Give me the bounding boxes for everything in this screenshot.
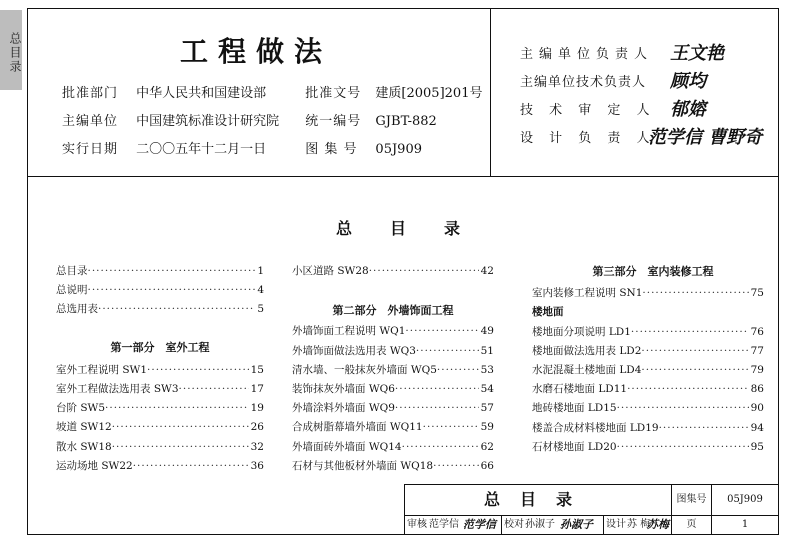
designer-name: 苏 梅 [627, 519, 651, 530]
toc-entry[interactable] [292, 262, 494, 281]
toc-leader [423, 418, 479, 437]
approval-dept-label: 批准部门 [62, 86, 119, 101]
toc-entry-title: 石材楼地面 LD20 [532, 440, 617, 453]
toc-entry-page: 66 [480, 459, 494, 472]
toc-entry-title: 地砖楼地面 LD15 [532, 402, 617, 415]
section-heading: 第二部分 外墙饰面工程 [332, 304, 454, 318]
atlas-label-cell [671, 485, 711, 515]
toc-entry-title: 外墙饰面做法选用表 WQ3 [292, 344, 416, 357]
toc-entry[interactable] [56, 399, 264, 418]
approval-dept-value: 中华人民共和国建设部 [136, 86, 267, 101]
toc-entry[interactable] [56, 380, 264, 399]
toc-entry[interactable] [532, 438, 764, 457]
toc-entry-title: 总目录 [56, 265, 88, 277]
atlas-label: 图集号 [676, 494, 707, 505]
side-tab: 总目录 [0, 10, 22, 90]
header-vertical-divider [490, 8, 491, 176]
title-block [404, 484, 779, 535]
toc-entry[interactable] [56, 361, 264, 380]
toc-leader [627, 380, 749, 399]
toc-entry-title: 室外工程做法选用表 SW3 [56, 383, 179, 396]
designer-signature: 苏梅 [647, 518, 669, 531]
toc-entry-page: 26 [250, 421, 264, 434]
subsection-heading: 楼地面 [532, 306, 564, 319]
contents-column-2 [292, 262, 494, 476]
review-label: 审核 [407, 519, 427, 530]
toc-entry-page: 32 [250, 440, 264, 453]
toc-entry[interactable] [292, 399, 494, 418]
toc-entry[interactable] [56, 457, 264, 476]
editor-label: 主编单位 [62, 114, 119, 129]
toc-entry-page: 42 [480, 265, 494, 277]
title-block-name: 总目录 [483, 490, 592, 509]
reviewer-name: 范学信 [429, 519, 459, 530]
toc-entry-title: 总选用表 [56, 303, 98, 316]
responsible-role: 设 计 负 责 人 [520, 130, 656, 146]
approval-row [62, 82, 482, 110]
toc-entry-page: 94 [750, 421, 764, 434]
toc-entry-title: 散水 SW18 [56, 440, 112, 453]
toc-leader [642, 284, 748, 303]
responsible-list [520, 38, 762, 150]
design-label: 设计 [603, 515, 626, 535]
approval-doc-value: 建质[2005]201号 [375, 86, 483, 101]
effective-row [62, 138, 482, 166]
effective-date-value: 二〇〇五年十二月一日 [136, 142, 267, 157]
toc-entry[interactable] [56, 281, 264, 300]
toc-entry-title: 外墙饰面工程说明 WQ1 [292, 325, 406, 338]
contents-column-1 [56, 262, 264, 476]
toc-leader [179, 380, 249, 399]
review-row [405, 515, 778, 535]
toc-leader [659, 419, 749, 438]
toc-entry-page: 79 [750, 364, 764, 377]
toc-entry-title: 楼盖合成材料楼地面 LD19 [532, 421, 659, 434]
toc-entry-title: 清水墙、一般抹灰外墙面 WQ5 [292, 363, 437, 376]
toc-entry-page: 51 [480, 344, 494, 357]
toc-entry[interactable] [532, 323, 764, 342]
page-label: 页 [671, 515, 711, 535]
toc-entry-title: 小区道路 SW28 [292, 265, 369, 277]
toc-entry[interactable] [532, 419, 764, 438]
toc-entry-page: 36 [250, 459, 264, 472]
responsible-row [520, 122, 762, 150]
toc-entry[interactable] [56, 418, 264, 437]
toc-entry-page: 19 [250, 402, 264, 415]
responsible-row [520, 38, 762, 66]
toc-leader [147, 361, 249, 380]
responsible-row [520, 66, 762, 94]
toc-leader [98, 300, 255, 319]
page-value: 1 [711, 515, 778, 535]
responsible-row [520, 94, 762, 122]
responsible-role: 主编单位技术负责人 [520, 74, 647, 90]
atlas-number-label: 图 集 号 [305, 142, 358, 157]
toc-entry[interactable] [532, 284, 764, 303]
unified-number-value: GJBT-882 [375, 114, 437, 129]
check-label: 校对 [501, 515, 524, 535]
toc-leader [433, 457, 479, 476]
responsible-role: 技 术 审 定 人 [520, 102, 656, 118]
atlas-value-cell [711, 485, 778, 515]
toc-entry[interactable] [532, 399, 764, 418]
approval-info [62, 82, 482, 166]
toc-entry-title: 楼地面做法选用表 LD2 [532, 344, 642, 357]
toc-entry-title: 合成树脂幕墙外墙面 WQ11 [292, 421, 423, 434]
toc-leader [133, 457, 249, 476]
toc-leader [112, 438, 249, 457]
toc-entry-title: 外墙面砖外墙面 WQ14 [292, 440, 402, 453]
toc-entry-page: 15 [250, 363, 264, 376]
section-heading: 第一部分 室外工程 [110, 340, 210, 354]
toc-entry-title: 总说明 [56, 284, 88, 297]
editor-value: 中国建筑标准设计研究院 [136, 114, 280, 129]
unified-number-label: 统一编号 [305, 114, 362, 129]
toc-entry[interactable] [292, 380, 494, 399]
toc-entry[interactable] [532, 380, 764, 399]
toc-entry-page: 17 [250, 383, 264, 396]
toc-entry-title: 水磨石楼地面 LD11 [532, 383, 628, 396]
toc-entry[interactable] [532, 342, 764, 361]
toc-entry[interactable] [56, 300, 264, 319]
editor-row [62, 110, 482, 138]
toc-entry[interactable] [292, 342, 494, 361]
toc-entry-page: 54 [480, 383, 494, 396]
toc-entry-page: 1 [257, 265, 264, 277]
toc-leader [631, 323, 749, 342]
toc-leader [395, 399, 479, 418]
signature: 顾均 [670, 71, 706, 92]
toc-leader [369, 262, 479, 281]
toc-entry-title: 楼地面分项说明 LD1 [532, 325, 631, 338]
toc-entry-page: 49 [480, 325, 494, 338]
section-heading: 第三部分 室内装修工程 [592, 265, 714, 278]
toc-entry[interactable] [292, 438, 494, 457]
toc-entry-title: 室内装修工程说明 SN1 [532, 287, 643, 300]
toc-entry-page: 59 [480, 421, 494, 434]
contents-title: 总目录 [336, 219, 499, 238]
toc-entry[interactable] [532, 361, 764, 380]
toc-entry[interactable] [56, 262, 264, 281]
toc-entry-page: 5 [257, 303, 264, 316]
toc-leader [395, 380, 479, 399]
checker-signature: 孙淑子 [560, 518, 593, 531]
toc-leader [112, 418, 249, 437]
reviewer-signature: 范学信 [463, 518, 496, 531]
toc-leader [641, 342, 748, 361]
toc-leader [405, 322, 478, 341]
contents-column-3 [532, 262, 764, 457]
toc-entry[interactable] [56, 438, 264, 457]
toc-entry-page: 57 [480, 402, 494, 415]
toc-entry-page: 86 [750, 383, 764, 396]
toc-entry-page: 62 [480, 440, 494, 453]
header-divider [27, 176, 779, 177]
toc-entry[interactable] [292, 418, 494, 437]
atlas-number-value: 05J909 [375, 142, 422, 157]
toc-entry-page: 90 [750, 402, 764, 415]
toc-leader [617, 438, 749, 457]
toc-leader [88, 262, 256, 281]
toc-entry-title: 装饰抹灰外墙面 WQ6 [292, 383, 395, 396]
document-title: 工程做法 [180, 35, 333, 68]
toc-entry-page: 75 [750, 287, 764, 300]
toc-entry-page: 76 [750, 325, 764, 338]
effective-date-label: 实行日期 [62, 142, 119, 157]
toc-entry-title: 石材与其他板材外墙面 WQ18 [292, 459, 434, 472]
checker-name: 孙淑子 [525, 519, 555, 530]
toc-entry-title: 台阶 SW5 [56, 402, 106, 415]
toc-leader [641, 361, 748, 380]
signature: 范学信 曹野奇 [648, 127, 763, 148]
toc-leader [617, 399, 749, 418]
toc-entry[interactable] [292, 322, 494, 341]
toc-entry-page: 77 [750, 344, 764, 357]
toc-leader [416, 342, 479, 361]
signature: 王文艳 [670, 43, 724, 64]
toc-entry-page: 95 [750, 440, 764, 453]
toc-entry-title: 坡道 SW12 [56, 421, 112, 434]
toc-leader [105, 399, 249, 418]
responsible-role: 主编单位负责人 [520, 46, 654, 62]
toc-leader [88, 281, 256, 300]
toc-entry-title: 水泥混凝土楼地面 LD4 [532, 364, 642, 377]
atlas-value: 05J909 [727, 494, 763, 505]
toc-entry-page: 4 [257, 284, 264, 297]
toc-entry[interactable] [292, 457, 494, 476]
toc-entry-title: 外墙涂料外墙面 WQ9 [292, 402, 395, 415]
toc-leader [437, 361, 479, 380]
toc-entry-page: 53 [480, 363, 494, 376]
approval-doc-label: 批准文号 [305, 86, 362, 101]
toc-entry[interactable] [292, 361, 494, 380]
toc-entry-title: 室外工程说明 SW1 [56, 363, 148, 376]
toc-leader [402, 438, 479, 457]
signature: 郁嫆 [670, 99, 706, 120]
toc-entry-title: 运动场地 SW22 [56, 459, 133, 472]
